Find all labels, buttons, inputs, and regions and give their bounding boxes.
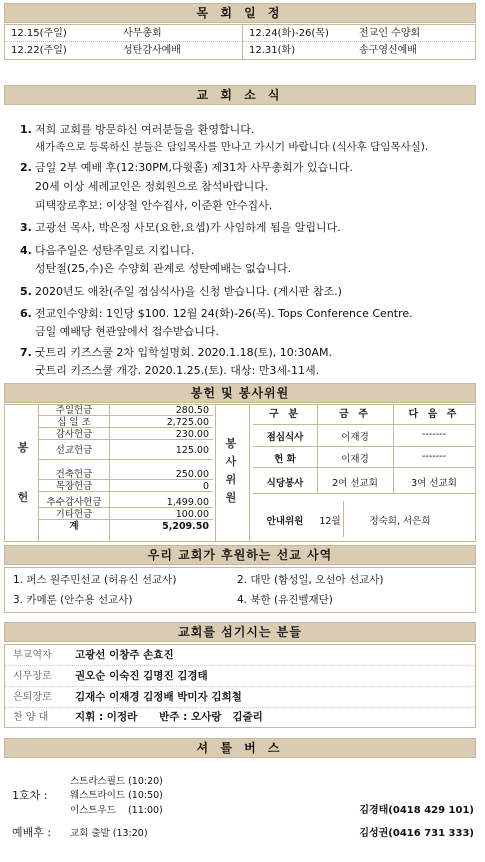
- service-next-week: -------: [422, 429, 446, 440]
- news-line: 굿트리 키즈스쿨 2차 입학설명회. 2020.1.18(토), 10:30AM.: [35, 346, 333, 359]
- shuttle-bus1-contact: 김경태(0418 429 101): [359, 805, 474, 816]
- news-line: 성탄절(25,수)은 수양회 관계로 성탄예배는 없습니다.: [35, 262, 292, 275]
- mission-item: 4. 북한 (유진벨재단): [237, 594, 333, 606]
- service-side-label: [217, 435, 245, 507]
- divider: [253, 446, 475, 447]
- shuttle-header: 셔 틀 버 스: [4, 738, 476, 758]
- schedule-date: 12.22(주일): [11, 45, 67, 56]
- offering-label: 기타헌금: [55, 509, 93, 520]
- offering-label: 선교헌금: [55, 445, 93, 456]
- offering-value: 250.00: [175, 469, 209, 480]
- divider: [253, 424, 475, 425]
- news-line: 저희 교회를 방문하신 여러분들을 환영합니다.: [35, 123, 255, 136]
- missions-list: [4, 567, 476, 613]
- usher-month: 12월: [319, 516, 341, 527]
- news-number: 4.: [20, 244, 32, 257]
- offering-row: [39, 417, 213, 428]
- shuttle-bus1-label: 1호차 :: [12, 789, 48, 802]
- service-header: 금 주: [339, 409, 371, 420]
- offering-row: [39, 497, 213, 508]
- mission-item: 2. 대만 (함성일, 오선아 선교사): [237, 574, 384, 586]
- offering-header: 봉헌 및 봉사위원: [4, 383, 476, 403]
- schedule-event: 사무총회: [123, 28, 162, 39]
- servant-role: 부교역자: [13, 650, 52, 661]
- news-line: 금일 2부 예배 후(12:30PM,다윗홀) 제31차 사무총회가 있습니다.: [35, 161, 353, 174]
- usher-names: 정숙희, 서은희: [369, 516, 431, 527]
- news-line: 금일 예배당 현관앞에서 접수받습니다.: [35, 325, 220, 338]
- schedule-date: 12.31(화): [249, 45, 296, 56]
- offering-row: [39, 405, 213, 416]
- offering-service-table: [4, 404, 476, 542]
- servant-role: 시무장로: [13, 671, 52, 682]
- offering-total-row: [39, 521, 213, 532]
- service-next-week: 3여 선교회: [411, 478, 457, 489]
- divider: [249, 405, 250, 541]
- service-role: 헌 화: [274, 454, 296, 465]
- schedule-event: 전교인 수양회: [359, 28, 421, 39]
- shuttle-stop: 스트라스필드 (10:20): [70, 776, 163, 787]
- service-next-week: -------: [422, 451, 446, 462]
- news-number: 1.: [20, 123, 32, 136]
- news-line: 전교인수양회: 1인당 $100. 12월 24(화)-26(목). Tops Conference Centre.: [35, 307, 413, 320]
- offering-row: [39, 429, 213, 440]
- servant-role: 찬 양 대: [13, 712, 49, 723]
- servant-row: [5, 707, 475, 728]
- news-number: 3.: [20, 221, 32, 234]
- servant-row: [5, 687, 475, 708]
- news-line: 20세 이상 세례교인은 정회원으로 참석바랍니다.: [35, 180, 269, 193]
- servant-names: 고광선 이창주 손효진: [75, 649, 174, 661]
- news-line: 새가족으로 등록하신 분들은 담임목사를 만나고 가시기 바랍니다 (식사후 담임목사실).: [35, 141, 429, 153]
- news-number: 5.: [20, 285, 32, 298]
- offering-side-label: 헌: [17, 491, 29, 504]
- shuttle-stop: 웨스트라이드 (10:50): [70, 790, 163, 801]
- schedule-row: [5, 43, 242, 59]
- offering-row: [39, 441, 213, 460]
- service-side-char: 봉: [225, 437, 237, 450]
- servants-list: [4, 644, 476, 728]
- news-line: 굿트리 키즈스쿨 개강. 2020.1.25.(토). 대상: 만3세-11세.: [35, 364, 320, 377]
- servant-row: [5, 666, 475, 687]
- schedule-table: [4, 24, 476, 60]
- service-side-char: 사: [225, 455, 237, 468]
- offering-label: 건축헌금: [55, 469, 93, 480]
- news-number: 7.: [20, 346, 32, 359]
- offering-value: 5,209.50: [162, 521, 209, 532]
- servants-header: 교회를 섬기시는 분들: [4, 622, 476, 642]
- news-line: 피택장로후보: 이상철 안수집사, 이준환 안수집사.: [35, 199, 273, 212]
- service-role: 점심식사: [266, 432, 304, 443]
- news-line: 다음주일은 성탄주일로 지킵니다.: [35, 244, 195, 257]
- divider: [343, 501, 344, 537]
- servant-names: 권오순 이숙진 김명진 김경태: [75, 670, 208, 682]
- offering-label: 주일헌금: [55, 405, 93, 416]
- news-number: 6.: [20, 307, 32, 320]
- offering-label: 계: [69, 521, 79, 532]
- servant-role: 은퇴장로: [13, 692, 52, 703]
- offering-value: 280.50: [175, 405, 209, 416]
- news-line: 고광선 목사, 박은정 사모(요한,요셉)가 사임하게 됨을 알립니다.: [35, 221, 341, 234]
- offering-row: [39, 509, 213, 520]
- news-list: [4, 108, 476, 378]
- offering-label: 추수감사헌금: [46, 497, 102, 508]
- offering-side-label: 봉: [17, 441, 29, 454]
- news-line: 2020년도 애찬(주일 점심식사)을 신청 받습니다. (게시판 참조.): [35, 285, 342, 298]
- servant-names: 김재수 이재경 김정배 박미자 김희철: [75, 691, 242, 703]
- missions-header: 우리 교회가 후원하는 선교 사역: [4, 545, 476, 565]
- service-side-char: 원: [225, 491, 237, 504]
- schedule-left: [5, 25, 243, 59]
- schedule-header: 목 회 일 정: [4, 3, 476, 23]
- offering-value: 1,499.00: [166, 497, 209, 508]
- offering-row: [39, 469, 213, 480]
- service-header: 다 음 주: [408, 409, 460, 420]
- divider: [253, 493, 475, 494]
- servant-names: 지휘 : 이정라 반주 : 오사랑 김줄리: [75, 711, 263, 723]
- schedule-event: 송구영신예배: [359, 45, 417, 56]
- news-number: 2.: [20, 161, 32, 174]
- service-role: 식당봉사: [266, 478, 304, 489]
- offering-label: 십 일 조: [57, 417, 91, 428]
- mission-item: 1. 퍼스 원주민선교 (허유신 선교사): [13, 574, 177, 586]
- service-side-char: 위: [225, 473, 237, 486]
- shuttle-stop: 이스트우드 (11:00): [70, 805, 163, 816]
- offering-value: 0: [202, 481, 209, 492]
- schedule-event: 성탄감사예배: [123, 45, 181, 56]
- divider: [215, 405, 216, 541]
- service-this-week: 이재경: [341, 454, 369, 465]
- servant-row: [5, 645, 475, 666]
- offering-label: 목장헌금: [55, 481, 93, 492]
- schedule-row: [5, 26, 242, 42]
- offering-value: 230.00: [175, 429, 209, 440]
- service-this-week: 2여 선교회: [332, 478, 378, 489]
- news-header: 교 회 소 식: [4, 85, 476, 105]
- shuttle-after-text: 교회 출발 (13:20): [70, 828, 148, 839]
- service-this-week: 이재경: [341, 432, 369, 443]
- schedule-date: 12.24(화)-26(목): [249, 28, 329, 39]
- schedule-right: [243, 25, 475, 59]
- offering-value: 2,725.00: [166, 417, 209, 428]
- usher-role: 안내위원: [266, 516, 304, 527]
- shuttle-after-contact: 김성권(0416 731 333): [359, 828, 474, 839]
- schedule-row: [243, 43, 475, 59]
- service-header: 구 분: [269, 409, 301, 420]
- shuttle-info: [4, 760, 476, 860]
- schedule-date: 12.15(주일): [11, 28, 67, 39]
- mission-item: 3. 카메룬 (안수용 선교사): [13, 594, 133, 606]
- divider: [253, 467, 475, 468]
- shuttle-after-label: 예배후 :: [12, 826, 52, 839]
- offering-value: 125.00: [175, 445, 209, 456]
- offering-row: [39, 481, 213, 492]
- offering-label: 감사헌금: [55, 429, 93, 440]
- offering-value: 100.00: [175, 509, 209, 520]
- schedule-row: [243, 26, 475, 42]
